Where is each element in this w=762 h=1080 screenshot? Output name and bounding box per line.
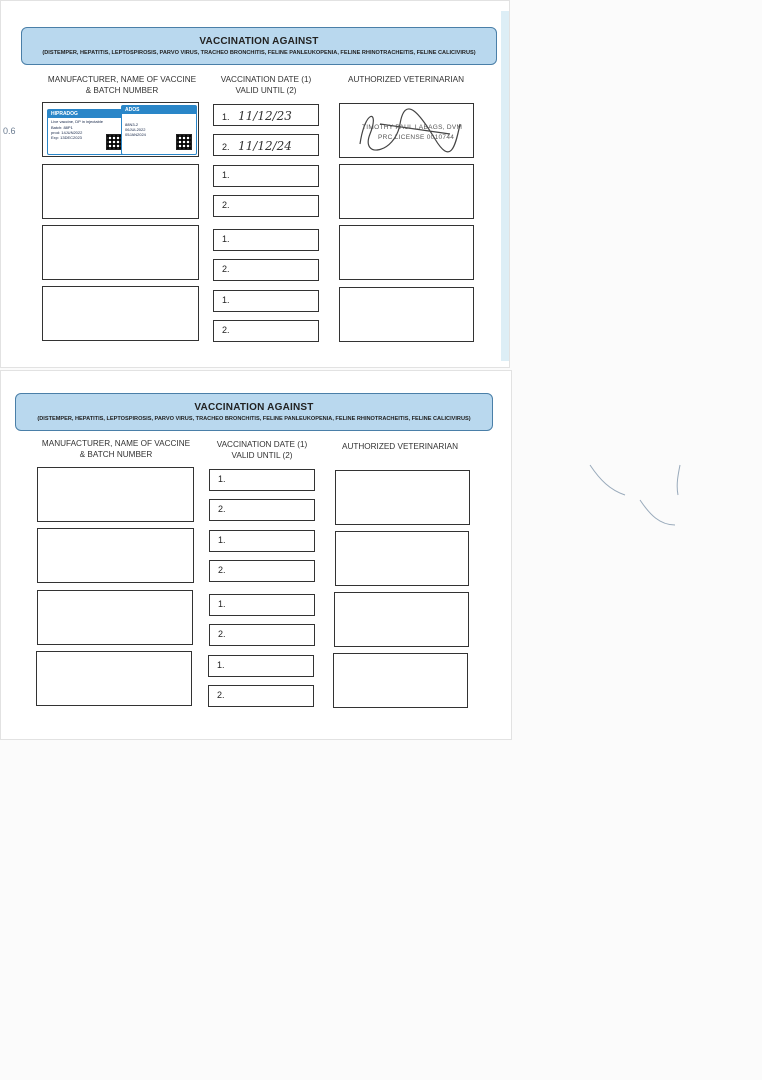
date-field-number: 1.: [222, 295, 230, 305]
date-field-number: 1.: [218, 599, 226, 609]
qr-code-icon: [176, 134, 192, 150]
section-subtitle: (DISTEMPER, HEPATITIS, LEPTOSPIROSIS, PARVO VIRUS, TRACHEO BRONCHITIS, FELINE PANLEUKOPENIA, FELINE RHINOTRACHEITIS, FELINE CALICIVIRUS): [42, 50, 476, 56]
section-subtitle: (DISTEMPER, HEPATITIS, LEPTOSPIROSIS, PARVO VIRUS, TRACHEO BRONCHITIS, FELINE PANLEUKOPENIA, FELINE RHINOTRACHEITIS, FELINE CALICIVIRUS): [37, 416, 471, 422]
vaccination-date-field[interactable]: [209, 594, 315, 616]
handwritten-date: 11/12/24: [238, 139, 292, 153]
vaccine-prod-date-2: 06JUL2022: [125, 127, 146, 132]
col-header-date-line2: VALID UNTIL (2): [231, 451, 293, 460]
handwritten-date: 11/12/23: [238, 109, 292, 123]
col-header-date-line1: VACCINATION DATE (1): [216, 440, 308, 449]
qr-code-icon: [106, 134, 122, 150]
valid-until-field[interactable]: [208, 685, 314, 707]
col-header-vet: AUTHORIZED VETERINARIAN: [341, 442, 458, 451]
valid-until-field[interactable]: [209, 624, 315, 646]
col-header-date: [207, 439, 317, 461]
manufacturer-box[interactable]: [42, 164, 199, 219]
col-header-vet: AUTHORIZED VETERINARIAN: [347, 75, 464, 84]
vaccination-date-field[interactable]: [208, 655, 314, 677]
vet-signature-box[interactable]: [335, 470, 470, 525]
page-edge-shadow: [501, 11, 509, 361]
vaccine-batch-2: 88N3-2: [125, 122, 139, 127]
vaccine-desc: Live vaccine, DP in injectable: [51, 119, 103, 124]
date-field-number: 1.: [218, 535, 226, 545]
manufacturer-box[interactable]: [37, 528, 194, 583]
date-field-number: 1.: [222, 234, 230, 244]
vaccination-page-1: [0, 0, 510, 368]
vaccine-exp-date-2: 05JAN2024: [125, 132, 146, 137]
date-field-number: 2.: [217, 690, 225, 700]
manufacturer-box[interactable]: [42, 286, 199, 341]
signature-icon: [340, 104, 475, 159]
valid-until-field[interactable]: [213, 320, 319, 342]
date-field-number: 2.: [218, 565, 226, 575]
col-header-manufacturer-line2: & BATCH NUMBER: [79, 450, 153, 459]
vaccine-batch: Batch: 88P1: [51, 125, 73, 130]
date-field-number: 1.: [218, 474, 226, 484]
col-header-date: [211, 74, 321, 96]
date-field-number: 2.: [218, 629, 226, 639]
vet-signature-box[interactable]: [339, 103, 474, 158]
col-header-manufacturer: [37, 74, 207, 96]
date-field-number: 2.: [218, 504, 226, 514]
vaccine-brand: HIPRADOG: [48, 110, 126, 118]
section-title: VACCINATION AGAINST: [194, 402, 314, 413]
vet-signature-box[interactable]: [334, 592, 469, 647]
pencil-scribble-icon: [580, 455, 700, 535]
vet-stamp-license: PRC LICENSE 0010744: [378, 134, 455, 141]
vet-stamp-name: TIMOTHY PAUL LABAGS, DVM: [362, 124, 463, 131]
vaccine-prod-date: prod: 14JUN2022: [51, 130, 83, 135]
date-field-number: 1.: [222, 170, 230, 180]
vaccination-date-field[interactable]: [213, 290, 319, 312]
section-banner: [15, 393, 493, 431]
vet-signature-box[interactable]: [335, 531, 469, 586]
valid-until-field[interactable]: [213, 259, 319, 281]
vaccination-page-2: [0, 370, 512, 740]
valid-until-field[interactable]: [213, 195, 319, 217]
section-banner: [21, 27, 497, 65]
vaccine-sticker: [47, 109, 127, 155]
vet-signature-box[interactable]: [333, 653, 468, 708]
date-field-number: 1.: [222, 112, 230, 122]
date-field-number: 2.: [222, 325, 230, 335]
manufacturer-box[interactable]: [37, 467, 194, 522]
valid-until-field[interactable]: [213, 134, 319, 156]
valid-until-field[interactable]: [209, 560, 315, 582]
date-field-number: 2.: [222, 142, 230, 152]
vaccine-sticker-2: [121, 105, 197, 155]
date-field-number: 2.: [222, 264, 230, 274]
valid-until-field[interactable]: [209, 499, 315, 521]
vaccine-exp-date: Exp: 13DEC2023: [51, 135, 82, 140]
manufacturer-box[interactable]: [42, 102, 199, 157]
col-header-manufacturer-line1: MANUFACTURER, NAME OF VACCINE: [47, 75, 197, 84]
col-header-date-line2: VALID UNTIL (2): [235, 86, 297, 95]
margin-note: 0.6: [3, 126, 16, 136]
vaccination-date-field[interactable]: [213, 104, 319, 126]
manufacturer-box[interactable]: [42, 225, 199, 280]
vaccination-date-field[interactable]: [209, 530, 315, 552]
date-field-number: 2.: [222, 200, 230, 210]
vaccination-date-field[interactable]: [209, 469, 315, 491]
vaccination-date-field[interactable]: [213, 165, 319, 187]
date-field-number: 1.: [217, 660, 225, 670]
vet-signature-box[interactable]: [339, 164, 474, 219]
vet-signature-box[interactable]: [339, 287, 474, 342]
vaccine-brand-2: ADOS: [122, 106, 196, 114]
manufacturer-box[interactable]: [37, 590, 193, 645]
vaccination-date-field[interactable]: [213, 229, 319, 251]
section-title: VACCINATION AGAINST: [199, 36, 319, 47]
vet-signature-box[interactable]: [339, 225, 474, 280]
col-header-date-line1: VACCINATION DATE (1): [220, 75, 312, 84]
manufacturer-box[interactable]: [36, 651, 192, 706]
col-header-manufacturer-line2: & BATCH NUMBER: [85, 86, 159, 95]
col-header-manufacturer-line1: MANUFACTURER, NAME OF VACCINE: [41, 439, 191, 448]
col-header-manufacturer: [31, 438, 201, 460]
